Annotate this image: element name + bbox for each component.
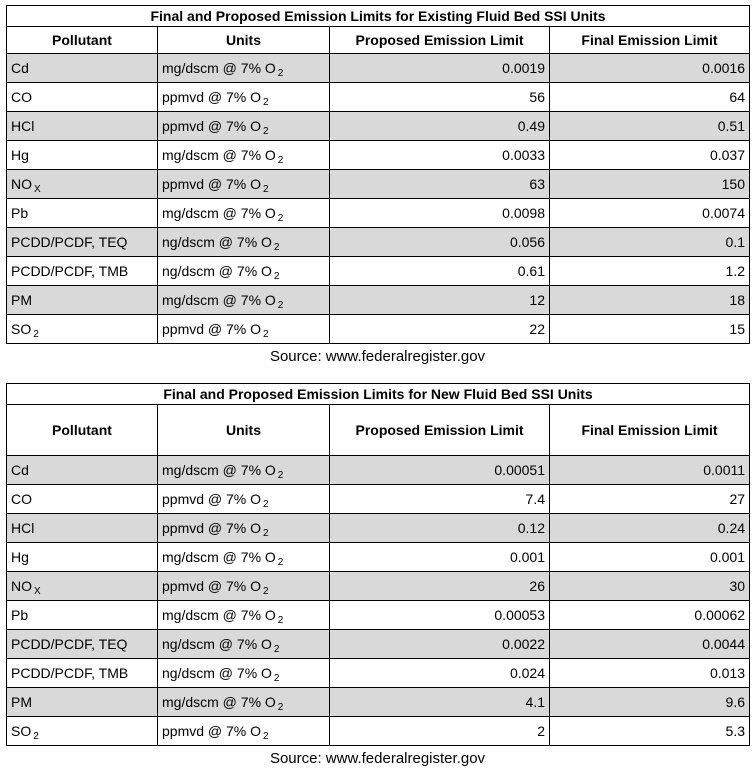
final-limit-cell: 0.0044 [550, 630, 750, 659]
units-cell [158, 170, 330, 199]
pollutant-cell-text: Pb [11, 205, 29, 221]
units-cell-subscript: 2 [263, 184, 269, 195]
table-row [7, 717, 750, 746]
pollutant-cell [7, 141, 158, 170]
pollutant-cell-text: Hg [11, 147, 29, 163]
final-limit-cell: 5.3 [550, 717, 750, 746]
units-cell-text: ppmvd @ 7% O [162, 723, 262, 739]
units-cell-subscript: 2 [263, 528, 269, 539]
units-cell-text: ppmvd @ 7% O [162, 118, 262, 134]
pollutant-cell [7, 199, 158, 228]
units-cell [158, 688, 330, 717]
units-cell-text: ppmvd @ 7% O [162, 89, 262, 105]
final-limit-cell: 150 [550, 170, 750, 199]
proposed-limit-cell: 0.0022 [330, 630, 550, 659]
table-row [7, 485, 750, 514]
final-limit-cell: 0.24 [550, 514, 750, 543]
pollutant-cell-subscript: 2 [33, 329, 39, 340]
pollutant-cell-text: HCl [11, 520, 35, 536]
units-cell [158, 659, 330, 688]
units-cell [158, 54, 330, 83]
proposed-limit-cell: 56 [330, 83, 550, 112]
units-cell-text: ppmvd @ 7% O [162, 578, 262, 594]
final-limit-cell: 0.1 [550, 228, 750, 257]
final-limit-cell: 0.0011 [550, 456, 750, 485]
header-units: Units [158, 405, 330, 456]
table-row [7, 286, 750, 315]
units-cell-subscript: 2 [277, 68, 284, 79]
pollutant-cell [7, 83, 158, 112]
table-row [7, 199, 750, 228]
pollutant-cell-text: SO [11, 723, 32, 739]
pollutant-cell-text: PCDD/PCDF, TEQ [11, 636, 128, 652]
table-title: Final and Proposed Emission Limits for New Fluid Bed SSI Units [7, 384, 750, 405]
units-cell-text: mg/dscm @ 7% O [162, 462, 276, 478]
pollutant-cell-text: PCDD/PCDF, TMB [11, 665, 129, 681]
table-row [7, 659, 750, 688]
pollutant-cell-text: PM [11, 694, 32, 710]
proposed-limit-cell: 0.61 [330, 257, 550, 286]
table-row [7, 112, 750, 141]
pollutant-cell [7, 572, 158, 601]
units-cell-subscript: 2 [277, 615, 284, 626]
table-row [7, 228, 750, 257]
pollutant-cell-text: NO [11, 578, 32, 594]
table-row [7, 315, 750, 344]
units-cell [158, 112, 330, 141]
final-limit-cell: 0.0016 [550, 54, 750, 83]
pollutant-cell [7, 112, 158, 141]
units-cell [158, 228, 330, 257]
pollutant-cell-subscript: X [34, 586, 41, 597]
units-cell [158, 543, 330, 572]
pollutant-cell-text: PCDD/PCDF, TEQ [11, 234, 128, 250]
units-cell-subscript: 2 [263, 586, 269, 597]
source-note: Source: www.federalregister.gov [269, 348, 486, 365]
proposed-limit-cell: 0.0033 [330, 141, 550, 170]
proposed-limit-cell: 0.00051 [330, 456, 550, 485]
final-limit-cell: 0.0074 [550, 199, 750, 228]
units-cell-text: ppmvd @ 7% O [162, 491, 262, 507]
units-cell [158, 141, 330, 170]
units-cell [158, 199, 330, 228]
table-row [7, 170, 750, 199]
proposed-limit-cell: 0.0098 [330, 199, 550, 228]
proposed-limit-cell: 0.0019 [330, 54, 550, 83]
pollutant-cell [7, 659, 158, 688]
pollutant-cell [7, 286, 158, 315]
table-row [7, 456, 750, 485]
units-cell-subscript: 2 [277, 557, 284, 568]
final-limit-cell: 30 [550, 572, 750, 601]
units-cell-text: ppmvd @ 7% O [162, 520, 262, 536]
units-cell-text: mg/dscm @ 7% O [162, 60, 276, 76]
final-limit-cell: 0.037 [550, 141, 750, 170]
pollutant-cell-text: NO [11, 176, 32, 192]
pollutant-cell [7, 543, 158, 572]
final-limit-cell: 0.51 [550, 112, 750, 141]
source-note: Source: www.federalregister.gov [269, 750, 486, 767]
units-cell-subscript: 2 [273, 673, 280, 684]
units-cell-text: ng/dscm @ 7% O [162, 263, 272, 279]
header-proposed-limit: Proposed Emission Limit [330, 27, 550, 54]
pollutant-cell [7, 485, 158, 514]
pollutant-cell-text: Cd [11, 462, 29, 478]
proposed-limit-cell: 7.4 [330, 485, 550, 514]
final-limit-cell: 0.013 [550, 659, 750, 688]
units-cell-text: ng/dscm @ 7% O [162, 636, 272, 652]
proposed-limit-cell: 22 [330, 315, 550, 344]
final-limit-cell: 18 [550, 286, 750, 315]
existing-units-table-block [6, 5, 749, 365]
units-cell-subscript: 2 [263, 499, 269, 510]
units-cell-subscript: 2 [263, 731, 269, 742]
final-limit-cell: 64 [550, 83, 750, 112]
units-cell [158, 456, 330, 485]
pollutant-cell [7, 717, 158, 746]
units-cell-text: mg/dscm @ 7% O [162, 694, 276, 710]
final-limit-cell: 27 [550, 485, 750, 514]
pollutant-cell-subscript: 2 [33, 731, 39, 742]
pollutant-cell [7, 228, 158, 257]
units-cell-subscript: 2 [277, 702, 284, 713]
pollutant-cell [7, 456, 158, 485]
pollutant-cell [7, 170, 158, 199]
table-row [7, 543, 750, 572]
pollutant-cell [7, 688, 158, 717]
final-limit-cell: 0.00062 [550, 601, 750, 630]
table-row [7, 514, 750, 543]
final-limit-cell: 1.2 [550, 257, 750, 286]
new-units-table [6, 383, 750, 746]
units-cell [158, 286, 330, 315]
units-cell-subscript: 2 [277, 470, 284, 481]
units-cell-subscript: 2 [263, 126, 269, 137]
pollutant-cell-text: CO [11, 491, 32, 507]
proposed-limit-cell: 0.12 [330, 514, 550, 543]
proposed-limit-cell: 0.001 [330, 543, 550, 572]
table-row [7, 572, 750, 601]
units-cell-text: mg/dscm @ 7% O [162, 549, 276, 565]
header-pollutant: Pollutant [7, 405, 158, 456]
pollutant-cell [7, 257, 158, 286]
table-row [7, 688, 750, 717]
units-cell [158, 83, 330, 112]
header-pollutant: Pollutant [7, 27, 158, 54]
units-cell [158, 717, 330, 746]
units-cell [158, 572, 330, 601]
units-cell-text: ng/dscm @ 7% O [162, 665, 272, 681]
proposed-limit-cell: 2 [330, 717, 550, 746]
units-cell-text: ppmvd @ 7% O [162, 176, 262, 192]
units-cell-subscript: 2 [277, 155, 284, 166]
header-final-limit: Final Emission Limit [550, 405, 750, 456]
units-cell-text: mg/dscm @ 7% O [162, 205, 276, 221]
units-cell-subscript: 2 [277, 300, 284, 311]
units-cell-subscript: 2 [263, 97, 269, 108]
pollutant-cell [7, 54, 158, 83]
table-row [7, 630, 750, 659]
table-title: Final and Proposed Emission Limits for Existing Fluid Bed SSI Units [7, 6, 750, 27]
proposed-limit-cell: 26 [330, 572, 550, 601]
existing-units-table [6, 5, 750, 344]
units-cell [158, 601, 330, 630]
final-limit-cell: 0.001 [550, 543, 750, 572]
pollutant-cell [7, 601, 158, 630]
pollutant-cell-text: PM [11, 292, 32, 308]
units-cell-text: mg/dscm @ 7% O [162, 607, 276, 623]
pollutant-cell-text: Hg [11, 549, 29, 565]
units-cell-subscript: 2 [277, 213, 284, 224]
pollutant-cell-subscript: X [34, 184, 41, 195]
pollutant-cell [7, 315, 158, 344]
proposed-limit-cell: 0.00053 [330, 601, 550, 630]
table-row [7, 54, 750, 83]
pollutant-cell [7, 630, 158, 659]
pollutant-cell-text: CO [11, 89, 32, 105]
units-cell-subscript: 2 [273, 644, 280, 655]
units-cell-subscript: 2 [273, 242, 280, 253]
units-cell [158, 257, 330, 286]
pollutant-cell [7, 514, 158, 543]
proposed-limit-cell: 0.056 [330, 228, 550, 257]
units-cell-subscript: 2 [263, 329, 269, 340]
new-units-table-block [6, 383, 749, 767]
table-row [7, 83, 750, 112]
table-row [7, 601, 750, 630]
units-cell [158, 315, 330, 344]
units-cell [158, 485, 330, 514]
units-cell-text: mg/dscm @ 7% O [162, 147, 276, 163]
units-cell-text: ng/dscm @ 7% O [162, 234, 272, 250]
table-row [7, 257, 750, 286]
pollutant-cell-text: Cd [11, 60, 29, 76]
pollutant-cell-text: SO [11, 321, 32, 337]
proposed-limit-cell: 0.49 [330, 112, 550, 141]
table-body [7, 456, 750, 746]
header-final-limit: Final Emission Limit [550, 27, 750, 54]
proposed-limit-cell: 0.024 [330, 659, 550, 688]
units-cell-subscript: 2 [273, 271, 280, 282]
proposed-limit-cell: 63 [330, 170, 550, 199]
pollutant-cell-text: Pb [11, 607, 29, 623]
table-body [7, 54, 750, 344]
units-cell-text: mg/dscm @ 7% O [162, 292, 276, 308]
header-units: Units [158, 27, 330, 54]
proposed-limit-cell: 4.1 [330, 688, 550, 717]
final-limit-cell: 15 [550, 315, 750, 344]
units-cell [158, 514, 330, 543]
header-proposed-limit: Proposed Emission Limit [330, 405, 550, 456]
units-cell-text: ppmvd @ 7% O [162, 321, 262, 337]
units-cell [158, 630, 330, 659]
table-row [7, 141, 750, 170]
pollutant-cell-text: HCl [11, 118, 35, 134]
pollutant-cell-text: PCDD/PCDF, TMB [11, 263, 129, 279]
proposed-limit-cell: 12 [330, 286, 550, 315]
final-limit-cell: 9.6 [550, 688, 750, 717]
